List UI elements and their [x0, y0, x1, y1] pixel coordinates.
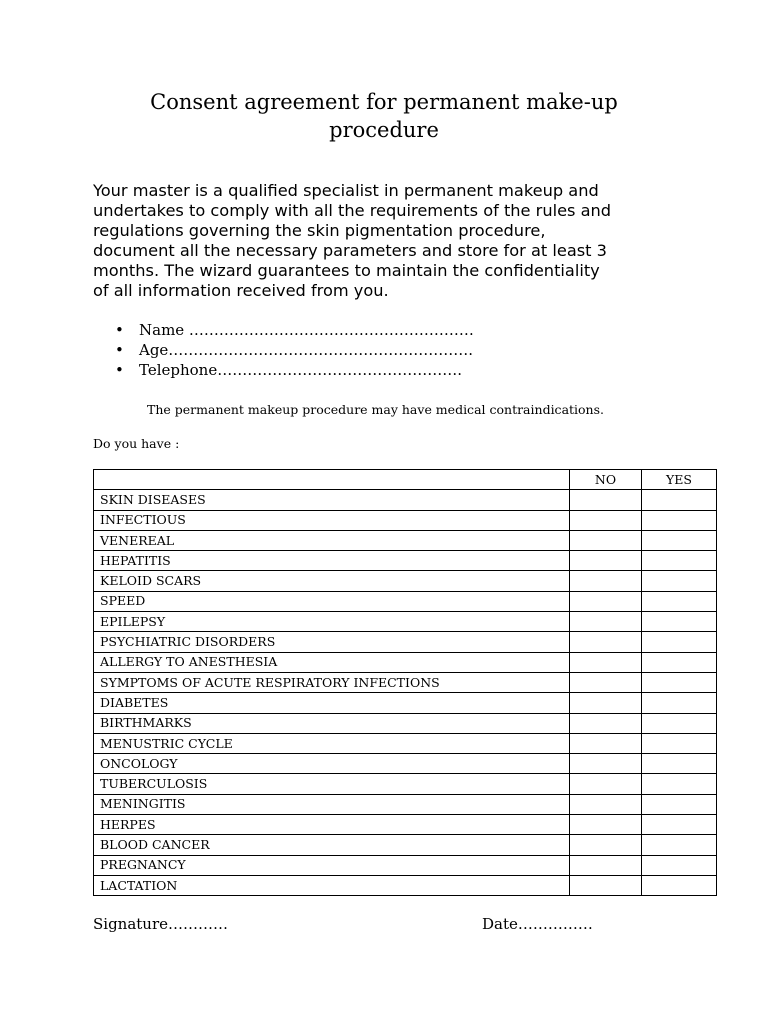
no-checkbox-cell[interactable] — [570, 571, 642, 591]
no-checkbox-cell[interactable] — [570, 672, 642, 692]
table-row — [94, 652, 717, 672]
condition-label: HEPATITIS — [94, 551, 570, 571]
condition-label: TUBERCULOSIS — [94, 774, 570, 794]
condition-label: SPEED — [94, 591, 570, 611]
title-line-1: Consent agreement for permanent make-up — [150, 90, 618, 114]
no-checkbox-cell[interactable] — [570, 510, 642, 530]
yes-checkbox-cell[interactable] — [642, 875, 717, 895]
no-checkbox-cell[interactable] — [570, 733, 642, 753]
yes-checkbox-cell[interactable] — [642, 530, 717, 550]
no-checkbox-cell[interactable] — [570, 591, 642, 611]
date-line[interactable]: Date…………… — [482, 915, 593, 933]
table-row — [94, 855, 717, 875]
name-field[interactable]: • Name ………………………………………………… — [115, 320, 474, 340]
contraindications-note: The permanent makeup procedure may have medical contraindications. — [147, 402, 605, 417]
yes-checkbox-cell[interactable] — [642, 551, 717, 571]
yes-checkbox-cell[interactable] — [642, 733, 717, 753]
no-checkbox-cell[interactable] — [570, 794, 642, 814]
yes-checkbox-cell[interactable] — [642, 612, 717, 632]
condition-label: ALLERGY TO ANESTHESIA — [94, 652, 570, 672]
yes-checkbox-cell[interactable] — [642, 835, 717, 855]
intro-paragraph: Your master is a qualified specialist in permanent makeup and undertakes to comply with all the requirements of the rules and regulations governing the skin pigmentation procedure, document all the necessary parameters and store for at least 3 months. The wizard guarantees to maintain the confidentiality of all information received from you. — [93, 181, 612, 300]
yes-checkbox-cell[interactable] — [642, 774, 717, 794]
yes-checkbox-cell[interactable] — [642, 591, 717, 611]
table-row — [94, 835, 717, 855]
condition-column-header — [94, 470, 570, 490]
table-row — [94, 672, 717, 692]
table-row — [94, 490, 717, 510]
no-checkbox-cell[interactable] — [570, 774, 642, 794]
yes-checkbox-cell[interactable] — [642, 510, 717, 530]
condition-label: ONCOLOGY — [94, 754, 570, 774]
condition-label: DIABETES — [94, 693, 570, 713]
condition-label: INFECTIOUS — [94, 510, 570, 530]
yes-checkbox-cell[interactable] — [642, 571, 717, 591]
table-row — [94, 815, 717, 835]
yes-checkbox-cell[interactable] — [642, 652, 717, 672]
no-checkbox-cell[interactable] — [570, 652, 642, 672]
yes-checkbox-cell[interactable] — [642, 490, 717, 510]
no-checkbox-cell[interactable] — [570, 632, 642, 652]
table-row — [94, 774, 717, 794]
contraindications-table — [93, 469, 717, 896]
condition-label: SKIN DISEASES — [94, 490, 570, 510]
no-checkbox-cell[interactable] — [570, 551, 642, 571]
condition-label: SYMPTOMS OF ACUTE RESPIRATORY INFECTIONS — [94, 672, 570, 692]
condition-label: LACTATION — [94, 875, 570, 895]
condition-label: BLOOD CANCER — [94, 835, 570, 855]
table-header-row — [94, 470, 717, 490]
yes-checkbox-cell[interactable] — [642, 632, 717, 652]
no-column-header: NO — [570, 470, 642, 490]
yes-checkbox-cell[interactable] — [642, 754, 717, 774]
condition-label: MENUSTRIC CYCLE — [94, 733, 570, 753]
condition-label: PREGNANCY — [94, 855, 570, 875]
table-row — [94, 530, 717, 550]
condition-label: MENINGITIS — [94, 794, 570, 814]
no-checkbox-cell[interactable] — [570, 754, 642, 774]
table-row — [94, 713, 717, 733]
table-row — [94, 632, 717, 652]
signature-line[interactable]: Signature………… — [93, 915, 229, 933]
table-row — [94, 551, 717, 571]
table-row — [94, 794, 717, 814]
yes-checkbox-cell[interactable] — [642, 672, 717, 692]
no-checkbox-cell[interactable] — [570, 612, 642, 632]
yes-checkbox-cell[interactable] — [642, 815, 717, 835]
table-row — [94, 693, 717, 713]
no-checkbox-cell[interactable] — [570, 875, 642, 895]
table-row — [94, 733, 717, 753]
yes-checkbox-cell[interactable] — [642, 713, 717, 733]
table-row — [94, 591, 717, 611]
yes-checkbox-cell[interactable] — [642, 794, 717, 814]
table-row — [94, 510, 717, 530]
condition-label: PSYCHIATRIC DISORDERS — [94, 632, 570, 652]
no-checkbox-cell[interactable] — [570, 855, 642, 875]
condition-label: BIRTHMARKS — [94, 713, 570, 733]
yes-checkbox-cell[interactable] — [642, 693, 717, 713]
personal-info-list — [115, 320, 474, 380]
no-checkbox-cell[interactable] — [570, 713, 642, 733]
question-label: Do you have : — [93, 436, 180, 451]
title-line-2: procedure — [329, 118, 439, 142]
yes-checkbox-cell[interactable] — [642, 855, 717, 875]
condition-label: EPILEPSY — [94, 612, 570, 632]
yes-column-header: YES — [642, 470, 717, 490]
table-row — [94, 612, 717, 632]
condition-label: HERPES — [94, 815, 570, 835]
no-checkbox-cell[interactable] — [570, 490, 642, 510]
condition-label: VENEREAL — [94, 530, 570, 550]
condition-label: KELOID SCARS — [94, 571, 570, 591]
no-checkbox-cell[interactable] — [570, 815, 642, 835]
no-checkbox-cell[interactable] — [570, 693, 642, 713]
table-row — [94, 875, 717, 895]
table-row — [94, 754, 717, 774]
table-row — [94, 571, 717, 591]
document-title — [0, 88, 768, 144]
age-field[interactable]: • Age……………………………………………………. — [115, 340, 474, 360]
telephone-field[interactable]: • Telephone…………………………………………. — [115, 360, 474, 380]
no-checkbox-cell[interactable] — [570, 530, 642, 550]
no-checkbox-cell[interactable] — [570, 835, 642, 855]
